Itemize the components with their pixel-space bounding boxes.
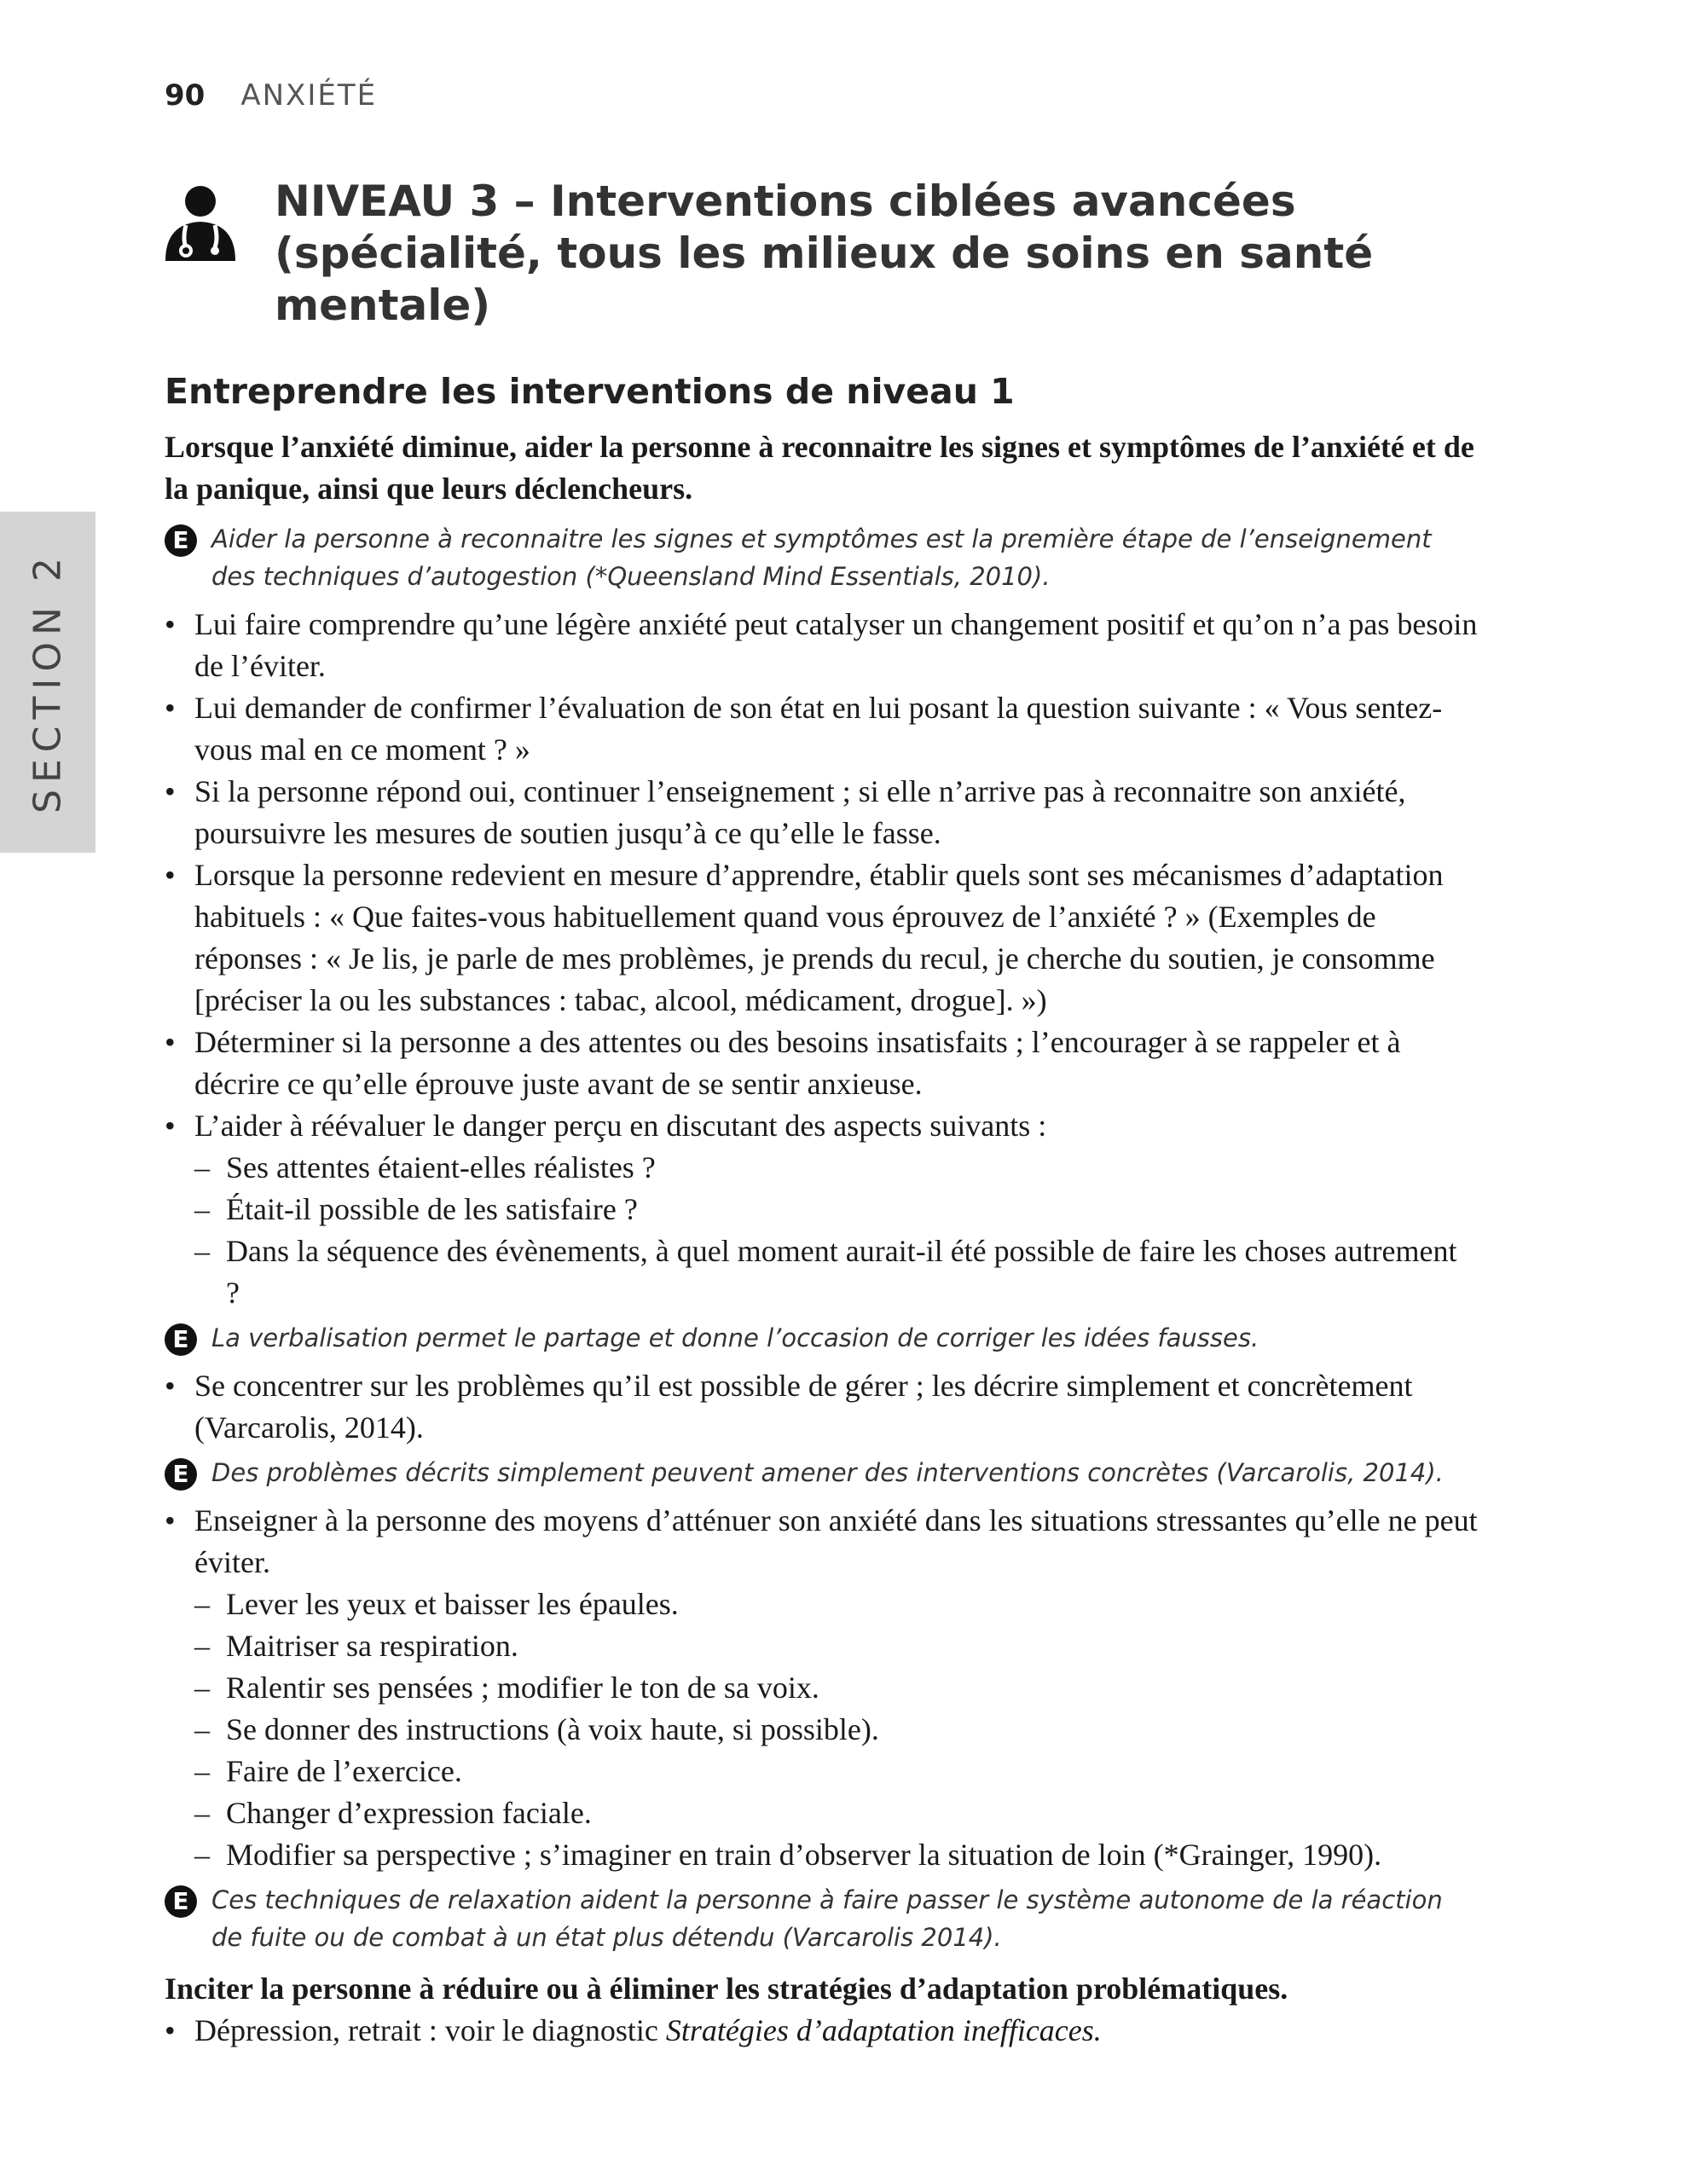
list-item: • Enseigner à la personne des moyens d’atténuer son anxiété dans les situations stressantes qu’elle ne peut éviter. (165, 1500, 1478, 1584)
diagnosis-title: Stratégies d’adaptation inefficaces. (665, 2013, 1102, 2047)
evidence-text: Des problèmes décrits simplement peuvent amener des interventions concrètes (Varcarolis, 2014). (211, 1458, 1444, 1487)
evidence-icon: E (165, 1458, 197, 1491)
evidence-note (165, 1319, 1478, 1357)
main-content (165, 370, 1478, 2052)
sub-list-item: – Faire de l’exercice. (165, 1751, 1478, 1792)
sub-list-item: – Était-il possible de les satisfaire ? (165, 1189, 1478, 1230)
list-item: • Déterminer si la personne a des attentes ou des besoins insatisfaits ; l’encourager à se rappeler et à décrire ce qu’elle éprouve juste avant de se sentir anxieuse. (165, 1022, 1478, 1105)
closing-paragraph: Inciter la personne à réduire ou à éliminer les stratégies d’adaptation problématiques. (165, 1972, 1288, 2006)
list-item (165, 2010, 1478, 2052)
evidence-icon: E (165, 524, 197, 557)
evidence-note (165, 1881, 1478, 1956)
section-side-tab (0, 512, 96, 853)
sub-list-item: – Se donner des instructions (à voix haute, si possible). (165, 1709, 1478, 1751)
list-item: • Lui demander de confirmer l’évaluation de son état en lui posant la question suivante : « Vous sentez-vous mal en ce moment ? » (165, 687, 1478, 771)
list-item: • Lorsque la personne redevient en mesure d’apprendre, établir quels sont ses mécanismes d’adaptation habituels : « Que faites-vous habituellement quand vous éprouvez de l’anxiété ? » (Exemples de réponses : « Je lis, je parle de mes problèmes, je prends du recul, je cherche du soutien, je consomme [préciser la ou les substances : tabac, alcool, médicament, drogue]. ») (165, 854, 1478, 1022)
evidence-text: Ces techniques de relaxation aident la personne à faire passer le système autonome de la réaction de fuite ou de combat à un état plus détendu (Varcarolis 2014). (211, 1885, 1443, 1952)
page-number: 90 (165, 78, 206, 113)
sub-list-item: – Ralentir ses pensées ; modifier le ton de sa voix. (165, 1667, 1478, 1709)
evidence-note (165, 520, 1478, 595)
running-header (165, 78, 377, 113)
evidence-icon: E (165, 1885, 197, 1918)
evidence-icon: E (165, 1323, 197, 1356)
section-tab-label: SECTION 2 (26, 551, 70, 814)
list-item: • Lui faire comprendre qu’une légère anxiété peut catalyser un changement positif et qu’on n’a pas besoin de l’éviter. (165, 604, 1478, 687)
section-heading: Entreprendre les interventions de niveau 1 (165, 371, 1015, 412)
list-item: • Si la personne répond oui, continuer l’enseignement ; si elle n’arrive pas à reconnaitre son anxiété, poursuivre les mesures de soutien jusqu’à ce qu’elle le fasse. (165, 771, 1478, 854)
list-item: • Se concentrer sur les problèmes qu’il est possible de gérer ; les décrire simplement et concrètement (Varcarolis, 2014). (165, 1365, 1478, 1449)
nurse-with-stethoscope-icon (160, 186, 261, 263)
level-title: NIVEAU 3 – Interventions ciblées avancées (spécialité, tous les milieux de soins en santé mentale) (275, 177, 1374, 330)
list-item-text: Dépression, retrait : voir le diagnostic (194, 2013, 666, 2047)
running-title: ANXIÉTÉ (240, 78, 378, 113)
intro-paragraph: Lorsque l’anxiété diminue, aider la personne à reconnaitre les signes et symptômes de l’anxiété et de la panique, ainsi que leurs déclencheurs. (165, 430, 1474, 506)
sub-list-item: – Changer d’expression faciale. (165, 1792, 1478, 1834)
evidence-note (165, 1454, 1478, 1491)
evidence-text: La verbalisation permet le partage et donne l’occasion de corriger les idées fausses. (211, 1323, 1259, 1352)
sub-list-item: – Ses attentes étaient-elles réalistes ? (165, 1147, 1478, 1189)
sub-list-item: – Modifier sa perspective ; s’imaginer en train d’observer la situation de loin (*Grainger, 1990). (165, 1834, 1478, 1876)
sub-list-item: – Dans la séquence des évènements, à quel moment aurait-il été possible de faire les choses autrement ? (165, 1230, 1478, 1314)
sub-list-item: – Maitriser sa respiration. (165, 1625, 1478, 1667)
sub-list-item: – Lever les yeux et baisser les épaules. (165, 1584, 1478, 1625)
evidence-text: Aider la personne à reconnaitre les signes et symptômes est la première étape de l’enseignement des techniques d’autogestion (*Queensland Mind Essentials, 2010). (211, 524, 1432, 591)
list-item: • L’aider à réévaluer le danger perçu en discutant des aspects suivants : (165, 1105, 1478, 1147)
